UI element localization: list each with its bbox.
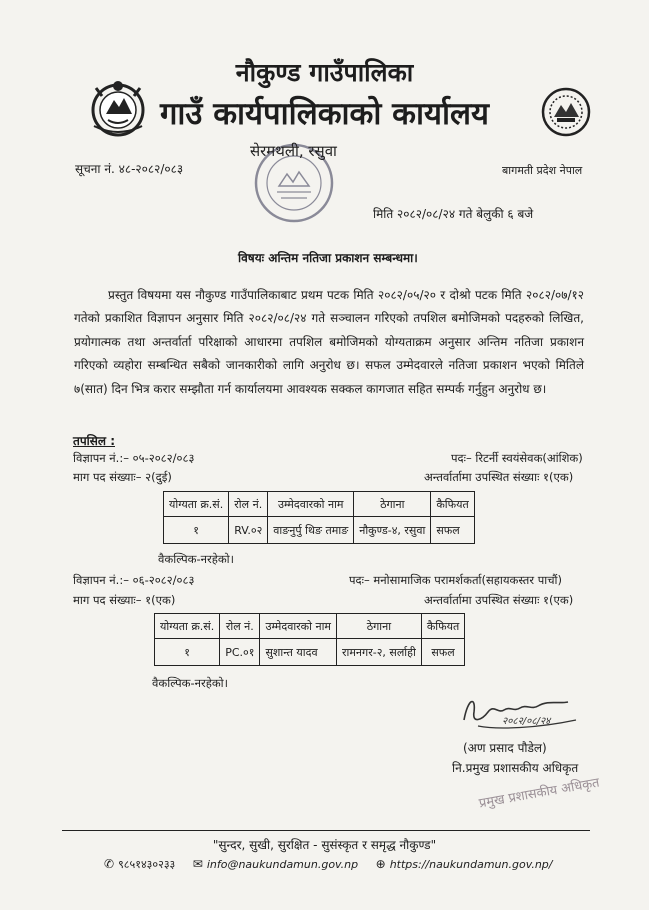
present-count-2: अन्तर्वार्तामा उपस्थित संख्याः १(एक) [424,593,574,607]
signer-title: नि.प्रमुख प्रशासकीय अधिकृत [452,761,579,775]
column-header: कैफियत [421,614,464,639]
phone-number: ९८५१४३०२३३ [118,858,176,871]
signature-date: २०८२/०८/२४ [502,716,551,727]
demand-count-2: माग पद संख्याः– १(एक) [73,593,176,607]
column-header: योग्यता क्र.सं. [164,492,229,517]
footer-divider [62,830,590,831]
email-address[interactable]: info@naukundamun.gov.np [206,858,359,871]
subject-line: विषयः अन्तिम नतिजा प्रकाशन सम्बन्धमा। [238,251,418,265]
post-name-2: पदः– मनोसामाजिक परामर्शकर्ता(सहायकस्तर पाचौं) [349,573,562,587]
notice-number: सूचना नं. ४८-२०८२/०८३ [75,162,184,176]
result-table-1 [163,491,475,544]
table-cell: सफल [421,639,464,666]
table-header-row [164,492,475,517]
footer-contacts [104,857,552,872]
body-paragraph: प्रस्तुत विषयमा यस नौकुण्ड गाउँपालिकाबाट प्रथम पटक मिति २०८२/०५/२० र दोश्रो पटक मिति २०८२/०७/१२ गतेको प्रकाशित विज्ञापन अनुसार मिति २०८२/०८/२४ गते सञ्चालन गरिएको तपशिल बमोजिमको पदहरुको लिखित, प्रयोगात्मक तथा अन्तर्वार्ता परिक्षाको आधारमा तपशिल बमोजिमको योग्यताक्रम अनुसार अन्तिम नतिजा प्रकाशन गरिएको व्यहोरा सम्बन्धित सबैको जानकारीको लागि अनुरोध छ। सफल उम्मेदवारले नतिजा प्रकाशन भएको मितिले ७(सात) दिन भित्र करार सम्झौता गर्न कार्यालयमा आवश्यक सक्कल कागजात सहित सम्पर्क गर्नुहुन अनुरोध छ। [74,288,584,396]
column-header: उम्मेदवारको नाम [268,492,354,517]
demand-count-1: माग पद संख्याः– २(दुई) [73,470,172,484]
table-cell: सुशान्त यादव [260,639,337,666]
column-header: उम्मेदवारको नाम [260,614,337,639]
result-table-2 [154,613,465,666]
website-link[interactable]: https://naukundamun.gov.np/ [389,858,553,871]
table-row [164,517,475,544]
phone-icon: ✆ [104,857,115,871]
globe-icon: ⊕ [375,857,386,871]
alternate-note-2: वैकल्पिक-नरहेको। [152,676,229,690]
ad-number-2: विज्ञापन नं.:– ०६-२०८२/०८३ [73,573,195,587]
municipality-name: नौकुण्ड गाउँपालिका [235,58,414,87]
signer-name: (अण प्रसाद पौडेल) [463,741,547,755]
office-location: सेरमथली, रसुवा [250,142,337,160]
signature-icon [458,690,588,734]
table-cell: PC.०१ [220,639,260,666]
column-header: रोल नं. [220,614,260,639]
table-cell: RV.०२ [229,517,268,544]
table-header-row [155,614,465,639]
table-cell: सफल [431,517,474,544]
notice-date: मिति २०८२/०८/२४ गते बेलुकी ६ बजे [373,207,534,221]
table-cell: १ [164,517,229,544]
table-cell: नौकुण्ड-४, रसुवा [354,517,431,544]
column-header: ठेगाना [337,614,422,639]
details-heading: तपसिल : [73,434,115,448]
column-header: कैफियत [431,492,474,517]
table-cell: १ [155,639,220,666]
column-header: योग्यता क्र.सं. [155,614,220,639]
office-name: गाउँ कार्यपालिकाको कार्यालय [159,96,490,132]
municipality-logo-icon [541,87,591,137]
alternate-note-1: वैकल्पिक-नरहेको। [158,552,235,566]
table-cell: वाङनुर्पु थिङ तमाङ [268,517,354,544]
post-name-1: पदः– रिटर्नी स्वयंसेवक(आंशिक) [451,451,583,465]
email-icon: ✉ [192,857,203,871]
table-cell: रामनगर-२, सर्लाही [337,639,422,666]
present-count-1: अन्तर्वार्तामा उपस्थित संख्याः १(एक) [424,470,574,484]
designation-stamp: प्रमुख प्रशासकीय अधिकृत [477,775,601,812]
ad-number-1: विज्ञापन नं.:– ०५-२०८२/०८३ [73,451,195,465]
province-label: बागमती प्रदेश नेपाल [502,164,583,177]
table-row [155,639,465,666]
column-header: रोल नं. [229,492,268,517]
footer-slogan: "सुन्दर, सुखी, सुरक्षित - सुसंस्कृत र समृद्ध नौकुण्ड" [212,838,437,852]
column-header: ठेगाना [354,492,431,517]
